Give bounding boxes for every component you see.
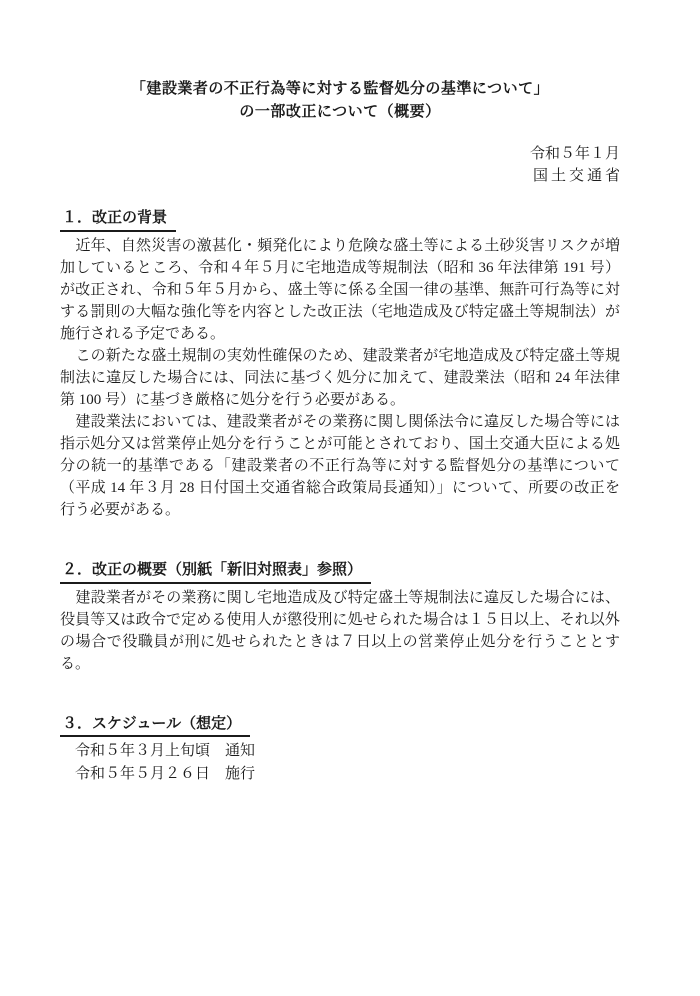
paragraph: 近年、自然災害の激甚化・頻発化により危険な盛土等による土砂災害リスクが増加しているところ、令和４年５月に宅地造成等規制法（昭和 36 年法律第 191 号）が改正され、令和５年５月から、盛土等に係る全国一律の基準、無許可行為等に対する罰則の大幅な強化等を内容とした改正法（宅地造成及び特定盛土等規制法）が施行される予定である。 [60,237,620,342]
document-date: 令和５年１月 [529,146,620,162]
schedule-date: 令和５年５月２６日 [75,766,211,783]
paragraph: 建設業法においては、建設業者がその業務に関し関係法令に違反した場合等には指示処分又は営業停止処分を行うことが可能とされており、国土交通大臣による処分の統一的基準である「建設業者の不正行為等に対する監督処分の基準について（平成 14 年３月 28 日付国土交通省総合政策局長通知）」について、所要の改正を行う必要がある。 [60,413,620,518]
schedule-item [75,763,620,786]
section-2-heading: ２．改正の概要（別紙「新旧対照表」参照） [60,561,371,584]
section-background [60,209,620,521]
schedule-event: 施行 [225,766,256,783]
schedule-date: 令和５年３月上旬頃 [75,743,211,760]
section-schedule [60,715,620,787]
section-1-body [60,235,620,521]
schedule-event: 通知 [225,743,256,760]
document-title-line-2: の一部改正について（概要） [239,103,441,120]
section-1-heading: １．改正の背景 [60,209,176,232]
paragraph: この新たな盛土規制の実効性確保のため、建設業者が宅地造成及び特定盛土等規制法に違反した場合には、同法に基づく処分に加えて、建設業法（昭和 24 年法律第 100 号）に基づき厳格に処分を行う必要がある。 [60,347,620,408]
section-3-heading: ３．スケジュール（想定） [60,715,250,738]
paragraph: 建設業者がその業務に関し宅地造成及び特定盛土等規制法に違反した場合には、役員等又は政令で定める使用人が懲役刑に処せられた場合は１５日以上、それ以外の場合で役職員が刑に処せられたときは７日以上の営業停止処分を行うこととする。 [60,589,620,672]
organization-name: 国土交通省 [532,168,623,184]
section-overview [60,561,620,675]
document-title [60,0,620,123]
section-3-body [60,740,620,786]
schedule-item [75,740,620,763]
section-2-body [60,587,620,675]
document-title-line-1: 「建設業者の不正行為等に対する監督処分の基準について」 [130,80,550,97]
document-byline [60,143,623,187]
